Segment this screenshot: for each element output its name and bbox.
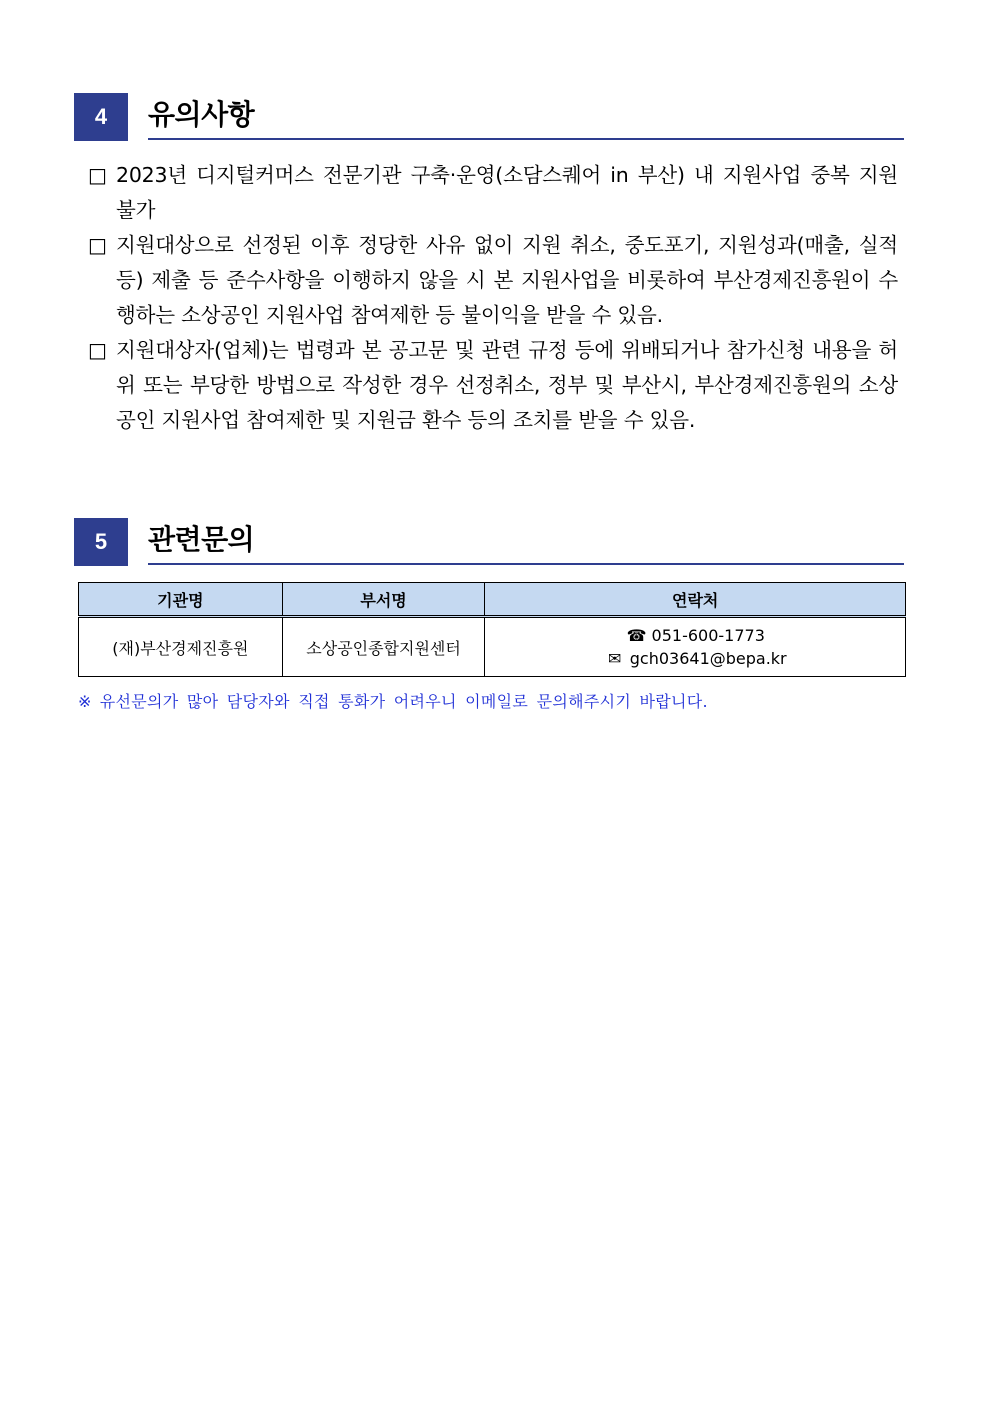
- contact-cell: [485, 617, 906, 677]
- section-title: 유의사항: [148, 98, 255, 131]
- checkbox-bullet-icon: □: [88, 338, 107, 362]
- note-item: [88, 333, 898, 438]
- mail-icon: ✉: [608, 649, 622, 668]
- reference-mark-icon: ※: [78, 692, 92, 711]
- header-org: 기관명: [79, 583, 283, 617]
- checkbox-bullet-icon: □: [88, 233, 107, 257]
- org-cell: (재)부산경제진흥원: [79, 617, 283, 677]
- table-row: [79, 617, 906, 677]
- header-dept: 부서명: [282, 583, 485, 617]
- checkbox-bullet-icon: □: [88, 163, 107, 187]
- footnote-text: 유선문의가 많아 담당자와 직접 통화가 어려우니 이메일로 문의해주시기 바랍니다.: [99, 692, 708, 711]
- section-5-header: [74, 518, 904, 566]
- notes-list: [88, 158, 898, 438]
- note-text: 지원대상자(업체)는 법령과 본 공고문 및 관련 규정 등에 위배되거나 참가신청 내용을 허위 또는 부당한 방법으로 작성한 경우 선정취소, 정부 및 부산시, 부산경제진흥원의 소상공인 지원사업 참여제한 및 지원금 환수 등의 조치를 받을 수 있음.: [116, 338, 898, 432]
- phone-line: [485, 624, 905, 647]
- section-number-badge: 5: [74, 518, 128, 566]
- email-address[interactable]: gch03641@bepa.kr: [629, 649, 787, 668]
- section-divider: [148, 563, 904, 565]
- phone-icon: ☎: [626, 626, 647, 645]
- note-item: [88, 158, 898, 228]
- header-contact: 연락처: [485, 583, 906, 617]
- note-text: 지원대상으로 선정된 이후 정당한 사유 없이 지원 취소, 중도포기, 지원성과(매출, 실적 등) 제출 등 준수사항을 이행하지 않을 시 본 지원사업을 비롯하여 부산경제진흥원이 수행하는 소상공인 지원사업 참여제한 등 불이익을 받을 수 있음.: [116, 233, 898, 327]
- email-line: [485, 647, 905, 670]
- dept-cell: 소상공인종합지원센터: [282, 617, 485, 677]
- section-title: 관련문의: [148, 523, 255, 556]
- section-divider: [148, 138, 904, 140]
- table-header-row: [79, 583, 906, 617]
- phone-number: 051-600-1773: [651, 626, 765, 645]
- contact-table: [78, 582, 906, 677]
- section-number-badge: 4: [74, 93, 128, 141]
- footnote: [78, 689, 708, 712]
- section-4-header: [74, 93, 904, 141]
- note-text: 2023년 디지털커머스 전문기관 구축·운영(소담스퀘어 in 부산) 내 지원사업 중복 지원 불가: [116, 163, 898, 222]
- note-item: [88, 228, 898, 333]
